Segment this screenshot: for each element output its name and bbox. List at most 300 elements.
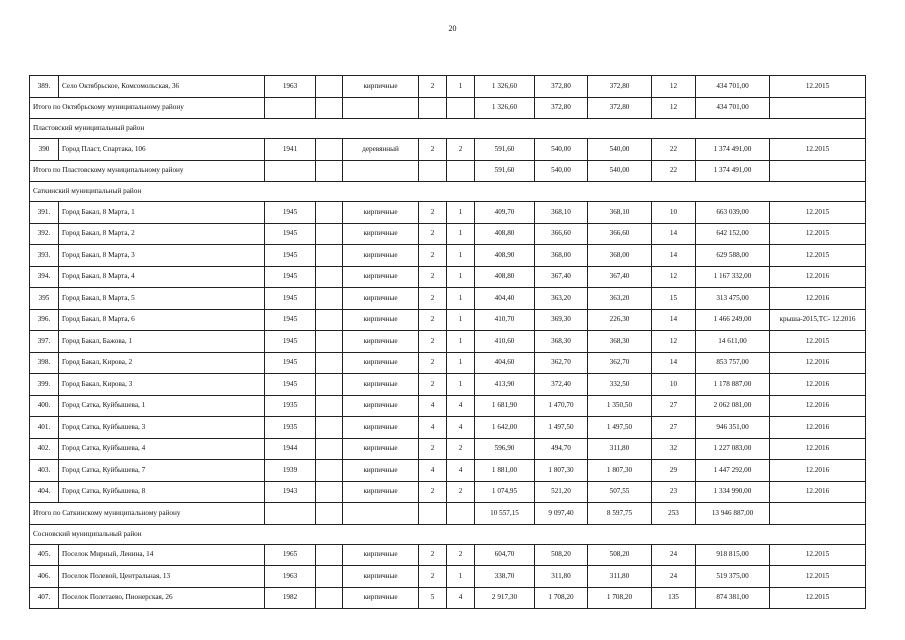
residential-area: 540,00 — [588, 139, 652, 161]
table-row — [30, 309, 866, 331]
wall-material: кирпичные — [343, 309, 419, 331]
row-number: 399. — [30, 374, 59, 396]
residents-count: 29 — [652, 460, 696, 482]
residential-area: 1 350,50 — [588, 395, 652, 417]
entrances-count: 1 — [447, 352, 475, 374]
repair-cost: 313 475,00 — [696, 288, 770, 310]
construction-year: 1945 — [265, 266, 316, 288]
building-address: Город Сатка, Куйбышева, 3 — [59, 417, 265, 439]
total-area: 408,80 — [475, 223, 535, 245]
wall-material: кирпичные — [343, 374, 419, 396]
row-number: 389. — [30, 76, 59, 98]
wall-material: кирпичные — [343, 352, 419, 374]
total-label: Итого по Саткинскому муниципальному району — [30, 503, 265, 525]
district-header-row — [30, 119, 866, 139]
repair-cost: 519 375,00 — [696, 566, 770, 588]
living-area: 372,80 — [535, 76, 588, 98]
entrances-count: 1 — [447, 76, 475, 98]
total-label: Итого по Пластовскому муниципальному району — [30, 160, 265, 182]
living-area: 540,00 — [535, 139, 588, 161]
total-area: 409,70 — [475, 202, 535, 224]
empty-cell — [316, 352, 343, 374]
row-number: 400. — [30, 395, 59, 417]
empty-cell — [265, 160, 316, 182]
living-area: 367,40 — [535, 266, 588, 288]
residential-area: 1 708,20 — [588, 587, 652, 609]
construction-year: 1982 — [265, 587, 316, 609]
empty-cell — [316, 223, 343, 245]
residential-area: 367,40 — [588, 266, 652, 288]
building-address: Поселок Полетаево, Пионерская, 26 — [59, 587, 265, 609]
repair-cost: 1 227 083,00 — [696, 438, 770, 460]
living-area: 368,30 — [535, 331, 588, 353]
floors-count: 4 — [419, 395, 447, 417]
repair-term: 12.2015 — [770, 223, 866, 245]
total-area: 1 681,90 — [475, 395, 535, 417]
empty-cell — [343, 160, 419, 182]
wall-material: кирпичные — [343, 266, 419, 288]
residential-area: 363,20 — [588, 288, 652, 310]
repair-term: 12.2016 — [770, 460, 866, 482]
district-total-row — [30, 97, 866, 119]
total-area: 404,60 — [475, 352, 535, 374]
residential-area: 1 497,50 — [588, 417, 652, 439]
residential-area: 362,70 — [588, 352, 652, 374]
row-number: 405. — [30, 544, 59, 566]
row-number: 395 — [30, 288, 59, 310]
construction-year: 1963 — [265, 76, 316, 98]
repair-term: 12.2016 — [770, 288, 866, 310]
entrances-count: 4 — [447, 460, 475, 482]
floors-count: 2 — [419, 266, 447, 288]
living-area: 366,60 — [535, 223, 588, 245]
living-area: 372,80 — [535, 97, 588, 119]
repair-cost: 434 701,00 — [696, 97, 770, 119]
table-row — [30, 481, 866, 503]
living-area: 368,10 — [535, 202, 588, 224]
residential-area: 1 807,30 — [588, 460, 652, 482]
wall-material: кирпичные — [343, 76, 419, 98]
building-address: Город Бакал, 8 Марта, 5 — [59, 288, 265, 310]
total-area: 604,70 — [475, 544, 535, 566]
repair-cost: 1 167 332,00 — [696, 266, 770, 288]
construction-year: 1945 — [265, 223, 316, 245]
table-row — [30, 139, 866, 161]
total-area: 404,40 — [475, 288, 535, 310]
living-area: 369,30 — [535, 309, 588, 331]
living-area: 508,20 — [535, 544, 588, 566]
entrances-count: 1 — [447, 288, 475, 310]
floors-count: 2 — [419, 139, 447, 161]
entrances-count: 1 — [447, 245, 475, 267]
residential-area: 508,20 — [588, 544, 652, 566]
living-area: 363,20 — [535, 288, 588, 310]
repair-cost: 918 815,00 — [696, 544, 770, 566]
empty-cell — [316, 566, 343, 588]
repair-term: крыша-2015,ТС- 12.2016 — [770, 309, 866, 331]
wall-material: кирпичные — [343, 417, 419, 439]
wall-material: кирпичные — [343, 223, 419, 245]
empty-cell — [316, 438, 343, 460]
building-address: Город Бакал, Кирова, 3 — [59, 374, 265, 396]
entrances-count: 1 — [447, 331, 475, 353]
floors-count: 2 — [419, 223, 447, 245]
total-area: 596,90 — [475, 438, 535, 460]
residents-count: 22 — [652, 139, 696, 161]
building-address: Город Бакал, Кирова, 2 — [59, 352, 265, 374]
residents-count: 135 — [652, 587, 696, 609]
repair-term: 12.2016 — [770, 374, 866, 396]
construction-year: 1935 — [265, 417, 316, 439]
repair-term: 12.2016 — [770, 481, 866, 503]
wall-material: кирпичные — [343, 587, 419, 609]
construction-year: 1963 — [265, 566, 316, 588]
empty-cell — [316, 544, 343, 566]
building-address: Село Октябрьское, Комсомольская, 36 — [59, 76, 265, 98]
floors-count: 2 — [419, 374, 447, 396]
construction-year: 1945 — [265, 202, 316, 224]
floors-count: 4 — [419, 417, 447, 439]
building-address: Город Пласт, Спартака, 106 — [59, 139, 265, 161]
residents-count: 14 — [652, 245, 696, 267]
building-address: Город Сатка, Куйбышева, 4 — [59, 438, 265, 460]
total-area: 591,60 — [475, 160, 535, 182]
entrances-count: 2 — [447, 544, 475, 566]
residents-count: 24 — [652, 544, 696, 566]
total-area: 1 074,95 — [475, 481, 535, 503]
floors-count: 4 — [419, 460, 447, 482]
entrances-count: 2 — [447, 481, 475, 503]
repair-term: 12.2015 — [770, 76, 866, 98]
repair-cost: 1 447 292,00 — [696, 460, 770, 482]
living-area: 540,00 — [535, 160, 588, 182]
housing-repair-table — [29, 75, 866, 609]
district-name: Пластовский муниципальный район — [30, 119, 866, 139]
residents-count: 24 — [652, 566, 696, 588]
residents-count: 253 — [652, 503, 696, 525]
total-area: 1 881,00 — [475, 460, 535, 482]
residential-area: 372,80 — [588, 76, 652, 98]
residents-count: 10 — [652, 374, 696, 396]
repair-cost: 2 062 081,00 — [696, 395, 770, 417]
row-number: 391. — [30, 202, 59, 224]
table-row — [30, 587, 866, 609]
entrances-count: 1 — [447, 266, 475, 288]
building-address: Город Бакал, 8 Марта, 1 — [59, 202, 265, 224]
entrances-count: 1 — [447, 566, 475, 588]
repair-term: 12.2016 — [770, 417, 866, 439]
table-row — [30, 331, 866, 353]
living-area: 9 097,40 — [535, 503, 588, 525]
empty-cell — [419, 503, 447, 525]
building-address: Поселок Полевой, Центральная, 13 — [59, 566, 265, 588]
empty-cell — [316, 202, 343, 224]
repair-cost: 1 374 491,00 — [696, 139, 770, 161]
district-total-row — [30, 160, 866, 182]
total-area: 1 326,60 — [475, 97, 535, 119]
residential-area: 368,30 — [588, 331, 652, 353]
row-number: 406. — [30, 566, 59, 588]
empty-cell — [316, 417, 343, 439]
repair-cost: 642 152,00 — [696, 223, 770, 245]
wall-material: кирпичные — [343, 566, 419, 588]
repair-cost: 1 374 491,00 — [696, 160, 770, 182]
residential-area: 368,00 — [588, 245, 652, 267]
floors-count: 5 — [419, 587, 447, 609]
entrances-count: 4 — [447, 417, 475, 439]
repair-cost: 1 466 249,00 — [696, 309, 770, 331]
table-row — [30, 395, 866, 417]
empty-cell — [316, 245, 343, 267]
construction-year: 1941 — [265, 139, 316, 161]
empty-cell — [316, 266, 343, 288]
construction-year: 1965 — [265, 544, 316, 566]
table-row — [30, 438, 866, 460]
empty-cell — [316, 76, 343, 98]
repair-cost: 874 381,00 — [696, 587, 770, 609]
living-area: 1 807,30 — [535, 460, 588, 482]
district-header-row — [30, 524, 866, 544]
residential-area: 372,80 — [588, 97, 652, 119]
empty-cell — [447, 160, 475, 182]
row-number: 394. — [30, 266, 59, 288]
wall-material: кирпичные — [343, 245, 419, 267]
floors-count: 2 — [419, 566, 447, 588]
total-label: Итого по Октябрьскому муниципальному району — [30, 97, 265, 119]
construction-year: 1945 — [265, 352, 316, 374]
empty-cell — [343, 97, 419, 119]
total-area: 1 326,60 — [475, 76, 535, 98]
living-area: 311,80 — [535, 566, 588, 588]
building-address: Город Бакал, 8 Марта, 6 — [59, 309, 265, 331]
residential-area: 368,10 — [588, 202, 652, 224]
row-number: 390 — [30, 139, 59, 161]
floors-count: 2 — [419, 76, 447, 98]
floors-count: 2 — [419, 481, 447, 503]
building-address: Город Сатка, Куйбышева, 8 — [59, 481, 265, 503]
residential-area: 366,60 — [588, 223, 652, 245]
table-row — [30, 460, 866, 482]
total-area: 10 557,15 — [475, 503, 535, 525]
residential-area: 540,00 — [588, 160, 652, 182]
living-area: 372,40 — [535, 374, 588, 396]
row-number: 401. — [30, 417, 59, 439]
repair-term: 12.2016 — [770, 438, 866, 460]
empty-cell — [316, 97, 343, 119]
entrances-count: 1 — [447, 223, 475, 245]
residents-count: 12 — [652, 76, 696, 98]
building-address: Город Бакал, Бажова, 1 — [59, 331, 265, 353]
empty-cell — [316, 160, 343, 182]
empty-cell — [265, 97, 316, 119]
floors-count: 2 — [419, 245, 447, 267]
repair-term: 12.2015 — [770, 587, 866, 609]
construction-year: 1945 — [265, 288, 316, 310]
empty-cell — [316, 395, 343, 417]
empty-cell — [316, 503, 343, 525]
residents-count: 22 — [652, 160, 696, 182]
wall-material: кирпичные — [343, 395, 419, 417]
empty-cell — [770, 160, 866, 182]
living-area: 1 497,50 — [535, 417, 588, 439]
residential-area: 507,55 — [588, 481, 652, 503]
repair-cost: 629 588,00 — [696, 245, 770, 267]
wall-material: кирпичные — [343, 460, 419, 482]
repair-cost: 1 334 990,00 — [696, 481, 770, 503]
construction-year: 1945 — [265, 331, 316, 353]
wall-material: кирпичные — [343, 544, 419, 566]
page-number: 20 — [448, 24, 457, 33]
residents-count: 14 — [652, 223, 696, 245]
row-number: 403. — [30, 460, 59, 482]
living-area: 1 470,70 — [535, 395, 588, 417]
row-number: 407. — [30, 587, 59, 609]
empty-cell — [316, 374, 343, 396]
district-header-row — [30, 182, 866, 202]
table-row — [30, 76, 866, 98]
building-address: Город Бакал, 8 Марта, 4 — [59, 266, 265, 288]
wall-material: кирпичные — [343, 481, 419, 503]
row-number: 392. — [30, 223, 59, 245]
row-number: 397. — [30, 331, 59, 353]
entrances-count: 2 — [447, 139, 475, 161]
entrances-count: 2 — [447, 438, 475, 460]
floors-count: 2 — [419, 331, 447, 353]
district-total-row — [30, 503, 866, 525]
table-row — [30, 288, 866, 310]
wall-material: кирпичные — [343, 288, 419, 310]
empty-cell — [316, 139, 343, 161]
residential-area: 8 597,75 — [588, 503, 652, 525]
row-number: 398. — [30, 352, 59, 374]
table-row — [30, 266, 866, 288]
table-row — [30, 374, 866, 396]
floors-count: 2 — [419, 309, 447, 331]
residents-count: 10 — [652, 202, 696, 224]
wall-material: деревянный — [343, 139, 419, 161]
total-area: 591,60 — [475, 139, 535, 161]
repair-cost: 1 178 887,00 — [696, 374, 770, 396]
total-area: 413,90 — [475, 374, 535, 396]
entrances-count: 1 — [447, 374, 475, 396]
empty-cell — [343, 503, 419, 525]
construction-year: 1939 — [265, 460, 316, 482]
residents-count: 27 — [652, 417, 696, 439]
living-area: 521,20 — [535, 481, 588, 503]
living-area: 368,00 — [535, 245, 588, 267]
residential-area: 311,80 — [588, 438, 652, 460]
wall-material: кирпичные — [343, 438, 419, 460]
residents-count: 14 — [652, 352, 696, 374]
living-area: 494,70 — [535, 438, 588, 460]
repair-cost: 13 946 887,00 — [696, 503, 770, 525]
living-area: 362,70 — [535, 352, 588, 374]
district-name: Саткинский муниципальный район — [30, 182, 866, 202]
floors-count: 2 — [419, 202, 447, 224]
living-area: 1 708,20 — [535, 587, 588, 609]
repair-cost: 434 701,00 — [696, 76, 770, 98]
residents-count: 12 — [652, 331, 696, 353]
repair-cost: 946 351,00 — [696, 417, 770, 439]
repair-term: 12.2016 — [770, 266, 866, 288]
repair-cost: 663 039,00 — [696, 202, 770, 224]
repair-term: 12.2015 — [770, 566, 866, 588]
district-name: Сосновский муниципальный район — [30, 524, 866, 544]
empty-cell — [316, 309, 343, 331]
table-row — [30, 352, 866, 374]
building-address: Город Сатка, Куйбышева, 1 — [59, 395, 265, 417]
residential-area: 226,30 — [588, 309, 652, 331]
residential-area: 332,50 — [588, 374, 652, 396]
total-area: 410,60 — [475, 331, 535, 353]
total-area: 2 917,30 — [475, 587, 535, 609]
row-number: 393. — [30, 245, 59, 267]
empty-cell — [770, 97, 866, 119]
repair-term: 12.2015 — [770, 544, 866, 566]
floors-count: 2 — [419, 352, 447, 374]
construction-year: 1945 — [265, 309, 316, 331]
residents-count: 14 — [652, 309, 696, 331]
repair-cost: 14 611,00 — [696, 331, 770, 353]
table-body — [30, 76, 866, 609]
floors-count: 2 — [419, 438, 447, 460]
repair-cost: 853 757,00 — [696, 352, 770, 374]
residential-area: 311,80 — [588, 566, 652, 588]
residents-count: 27 — [652, 395, 696, 417]
residents-count: 23 — [652, 481, 696, 503]
total-area: 408,90 — [475, 245, 535, 267]
construction-year: 1944 — [265, 438, 316, 460]
empty-cell — [316, 587, 343, 609]
floors-count: 2 — [419, 544, 447, 566]
construction-year: 1945 — [265, 245, 316, 267]
total-area: 1 642,00 — [475, 417, 535, 439]
table-row — [30, 202, 866, 224]
construction-year: 1935 — [265, 395, 316, 417]
table-row — [30, 544, 866, 566]
repair-term: 12.2015 — [770, 139, 866, 161]
entrances-count: 4 — [447, 395, 475, 417]
building-address: Город Бакал, 8 Марта, 2 — [59, 223, 265, 245]
building-address: Поселок Мирный, Ленина, 14 — [59, 544, 265, 566]
residents-count: 12 — [652, 97, 696, 119]
entrances-count: 1 — [447, 309, 475, 331]
residents-count: 32 — [652, 438, 696, 460]
total-area: 338,70 — [475, 566, 535, 588]
residents-count: 12 — [652, 266, 696, 288]
empty-cell — [316, 481, 343, 503]
repair-term: 12.2016 — [770, 352, 866, 374]
floors-count: 2 — [419, 288, 447, 310]
construction-year: 1943 — [265, 481, 316, 503]
empty-cell — [770, 503, 866, 525]
row-number: 402. — [30, 438, 59, 460]
entrances-count: 1 — [447, 202, 475, 224]
empty-cell — [447, 503, 475, 525]
table-row — [30, 223, 866, 245]
wall-material: кирпичные — [343, 202, 419, 224]
repair-term: 12.2015 — [770, 202, 866, 224]
empty-cell — [316, 331, 343, 353]
total-area: 410,70 — [475, 309, 535, 331]
empty-cell — [419, 160, 447, 182]
entrances-count: 4 — [447, 587, 475, 609]
empty-cell — [316, 460, 343, 482]
empty-cell — [419, 97, 447, 119]
building-address: Город Бакал, 8 Марта, 3 — [59, 245, 265, 267]
empty-cell — [447, 97, 475, 119]
table-row — [30, 566, 866, 588]
